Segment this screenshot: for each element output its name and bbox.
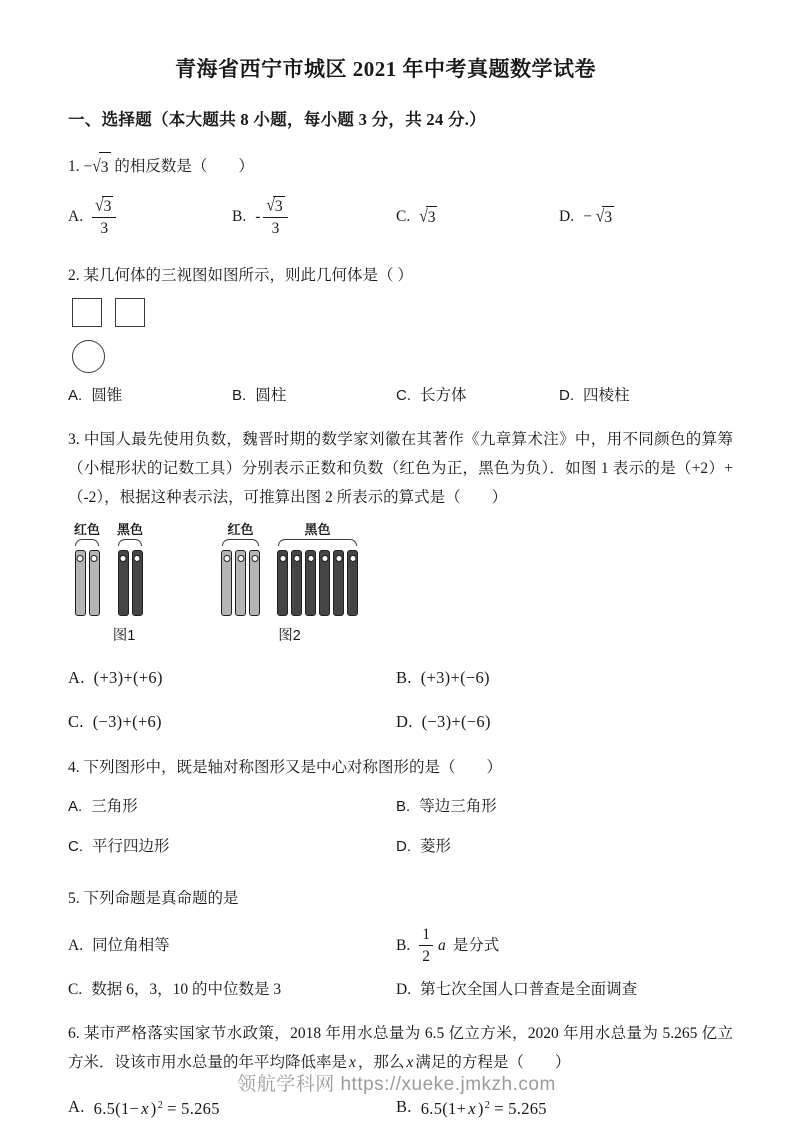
formula-part: 6.5(1 xyxy=(420,1098,457,1118)
black-rod xyxy=(305,550,316,616)
option-label: D. xyxy=(559,386,574,404)
option-label: D. xyxy=(396,711,413,731)
option-text: 等边三角形 xyxy=(419,797,497,815)
figure-1-red-group xyxy=(74,522,100,616)
option-text: 长方体 xyxy=(420,386,467,404)
option-label: B. xyxy=(396,797,411,815)
fraction xyxy=(419,925,433,967)
q5-options-row-1 xyxy=(68,925,733,967)
radical-icon: √ xyxy=(92,156,101,177)
q6-option-a xyxy=(68,1095,396,1120)
option-text: 三角形 xyxy=(91,797,138,815)
formula-part: ) xyxy=(477,1098,484,1118)
q1-minus-sign: − xyxy=(83,158,93,175)
option-label: C. xyxy=(68,980,83,998)
variable-x: x xyxy=(406,1053,414,1071)
figure-2-red-group xyxy=(221,522,260,616)
fraction xyxy=(263,196,287,239)
q1-option-a xyxy=(68,196,232,239)
operator-sign: + xyxy=(456,1098,467,1118)
sqrt-expression xyxy=(95,196,113,216)
q1-stem xyxy=(68,152,733,182)
counting-rods-figure xyxy=(74,522,733,645)
red-rod xyxy=(221,550,232,616)
option-label: D. xyxy=(396,837,411,855)
option-label: D. xyxy=(559,208,575,226)
option-text: 同位角相等 xyxy=(92,936,170,954)
black-rod xyxy=(118,550,129,616)
option-label: B. xyxy=(396,667,412,687)
sqrt-expression xyxy=(596,206,614,229)
figure-1-groups xyxy=(74,522,174,616)
q2-option-d xyxy=(559,385,733,407)
radical-icon: √ xyxy=(419,206,428,226)
variable-x: x xyxy=(468,1098,476,1118)
formula-result: = 5.265 xyxy=(494,1098,547,1118)
q5-option-d xyxy=(396,979,733,1001)
fraction-denominator: 2 xyxy=(422,948,430,966)
q6-stem-part-1: 6. 某市严格落实国家节水政策，2018 年用水总量为 6.5 亿立方米，2020 年用水总量为 5.265 亿立方米．设该市用水总量的年平均降低率是 xyxy=(68,1024,733,1071)
formula-part: ) xyxy=(150,1098,157,1118)
q1-option-c xyxy=(396,206,559,229)
black-rod xyxy=(319,550,330,616)
option-text: 数据 6，3，10 的中位数是 3 xyxy=(91,980,282,998)
q2-option-a xyxy=(68,385,232,407)
q1-stem-text: 的相反数是（ ） xyxy=(114,158,254,175)
q1-option-b xyxy=(232,196,396,239)
variable-a: a xyxy=(437,936,446,954)
red-rod xyxy=(89,550,100,616)
figure-2-caption: 图2 xyxy=(278,627,301,644)
fraction-numerator: 1 xyxy=(419,925,433,946)
option-text: 菱形 xyxy=(420,837,452,855)
red-group-label: 红色 xyxy=(74,521,101,537)
q4-option-c xyxy=(68,836,396,858)
fraction-denominator: 3 xyxy=(271,220,280,238)
overbrace-icon xyxy=(75,539,99,546)
red-rod xyxy=(249,550,260,616)
radicand: 3 xyxy=(274,198,283,215)
q5-options-row-2 xyxy=(68,979,733,1001)
red-rods xyxy=(75,550,100,616)
overbrace-icon xyxy=(118,539,142,546)
black-rod xyxy=(132,550,143,616)
figure-1 xyxy=(74,522,174,645)
minus-sign: - xyxy=(255,208,261,226)
option-label: D. xyxy=(396,980,412,998)
variable-x: x xyxy=(141,1098,149,1118)
q5-option-b xyxy=(396,925,733,967)
q3-option-a xyxy=(68,667,396,689)
option-text: 四棱柱 xyxy=(583,386,630,404)
q4-option-d xyxy=(396,836,733,858)
option-label: A. xyxy=(68,667,85,687)
black-group-label: 黑色 xyxy=(117,521,144,537)
figure-2-black-group xyxy=(277,522,358,616)
q2-option-c xyxy=(396,385,559,407)
operator-sign: − xyxy=(129,1098,140,1118)
overbrace-icon xyxy=(278,539,357,546)
option-label: A. xyxy=(68,386,83,404)
radical-icon: √ xyxy=(595,206,605,226)
option-text: 圆柱 xyxy=(255,386,287,404)
option-formula: (−3)+(+6) xyxy=(92,711,162,731)
exponent: 2 xyxy=(157,1099,164,1111)
q6-stem-part-3: 满足的方程是（ ） xyxy=(415,1053,571,1071)
black-group-label: 黑色 xyxy=(304,521,331,537)
figure-2-groups xyxy=(221,522,358,616)
q6-stem-part-2: ，那么 xyxy=(357,1053,405,1071)
option-label: C. xyxy=(68,837,83,855)
radical-icon: √ xyxy=(95,195,104,215)
q3-option-c xyxy=(68,711,396,733)
fraction xyxy=(92,196,116,239)
red-rod xyxy=(235,550,246,616)
minus-sign: − xyxy=(583,208,592,226)
option-formula xyxy=(421,1095,547,1120)
three-view-figure xyxy=(72,298,733,373)
question-3 xyxy=(68,425,733,733)
option-label: A. xyxy=(68,1097,85,1116)
q5-option-c xyxy=(68,979,396,1001)
black-rod xyxy=(347,550,358,616)
radicand: 3 xyxy=(103,198,112,215)
question-1 xyxy=(68,152,733,239)
variable-x: x xyxy=(349,1053,356,1071)
q1-number: 1. xyxy=(68,158,80,175)
q6-option-b xyxy=(396,1095,733,1120)
q6-stem xyxy=(68,1019,733,1077)
question-2 xyxy=(68,261,733,407)
red-group-label: 红色 xyxy=(227,521,254,537)
q3-option-d xyxy=(396,711,733,733)
option-label: C. xyxy=(396,208,411,226)
black-rods xyxy=(277,550,358,616)
fraction-numerator xyxy=(263,196,287,218)
q4-option-b xyxy=(396,796,733,818)
watermark: 领航学科网 https://xueke.jmkzh.com xyxy=(237,1074,556,1095)
option-label: A. xyxy=(68,208,84,226)
fraction-numerator xyxy=(92,196,116,218)
option-label: C. xyxy=(396,386,411,404)
sqrt-expression xyxy=(92,152,110,182)
radicand: 3 xyxy=(99,152,111,182)
option-label: A. xyxy=(68,936,84,954)
option-label: B. xyxy=(232,208,247,226)
q4-options-row-2 xyxy=(68,836,733,858)
q1-options xyxy=(68,196,733,239)
q3-stem: 3. 中国人最先使用负数，魏晋时期的数学家刘徽在其著作《九章算术注》中，用不同颜色的算筹（小棍形状的记数工具）分别表示正数和负数（红色为正，黑色为负）．如图 1 表示的是（+2）+（-2），根据这种表示法，可推算出图 2 所表示的算式是（ ） xyxy=(68,430,733,506)
option-text: 平行四边形 xyxy=(92,837,170,855)
figure-1-caption: 图1 xyxy=(112,627,136,644)
option-formula: (+3)+(+6) xyxy=(93,667,163,687)
q4-option-a xyxy=(68,796,396,818)
formula-part: 6.5(1 xyxy=(93,1098,130,1118)
black-rod xyxy=(277,550,288,616)
radical-icon: √ xyxy=(266,195,275,215)
q5-option-a xyxy=(68,935,396,957)
section-heading: 一、选择题（本大题共 8 小题，每小题 3 分，共 24 分.） xyxy=(68,110,486,129)
black-rod xyxy=(333,550,344,616)
option-formula: (−3)+(−6) xyxy=(421,711,491,731)
figure-1-black-group xyxy=(117,522,143,616)
q3-option-b xyxy=(396,667,733,689)
option-label: C. xyxy=(68,711,84,731)
option-formula xyxy=(94,1095,220,1120)
overbrace-icon xyxy=(222,539,259,546)
black-rod xyxy=(291,550,302,616)
fraction-denominator: 3 xyxy=(100,220,109,238)
radicand: 3 xyxy=(426,206,438,229)
q2-option-b xyxy=(232,385,396,407)
option-label: B. xyxy=(396,936,411,954)
option-formula: (+3)+(−6) xyxy=(420,667,490,687)
formula-result: = 5.265 xyxy=(167,1098,220,1118)
q4-stem: 4. 下列图形中，既是轴对称图形又是中心对称图形的是（ ） xyxy=(68,758,503,776)
question-5 xyxy=(68,884,733,1001)
q2-options xyxy=(68,385,733,407)
option-label: B. xyxy=(396,1097,412,1116)
exponent: 2 xyxy=(484,1099,491,1111)
red-rods xyxy=(221,550,260,616)
option-text: 是分式 xyxy=(452,936,500,954)
option-label: A. xyxy=(68,797,83,815)
option-text: 圆锥 xyxy=(91,386,123,404)
side-view-square xyxy=(115,298,145,327)
sqrt-expression xyxy=(419,206,437,229)
q4-options-row-1 xyxy=(68,796,733,818)
figure-2 xyxy=(221,522,358,645)
q2-stem: 2. 某几何体的三视图如图所示，则此几何体是（ ） xyxy=(68,266,413,284)
q5-stem: 5. 下列命题是真命题的是 xyxy=(68,889,239,907)
top-view-circle xyxy=(72,340,105,373)
three-view-top-row xyxy=(72,298,733,327)
q1-option-d xyxy=(559,206,733,229)
q6-options xyxy=(68,1095,733,1120)
option-label: B. xyxy=(232,386,247,404)
radicand: 3 xyxy=(602,206,614,229)
red-rod xyxy=(75,550,86,616)
black-rods xyxy=(118,550,143,616)
sqrt-expression xyxy=(266,196,284,216)
q3-options-row-2 xyxy=(68,711,733,733)
front-view-square xyxy=(72,298,102,327)
q3-options-row-1 xyxy=(68,667,733,689)
question-4 xyxy=(68,753,733,858)
option-text: 第七次全国人口普查是全面调查 xyxy=(420,980,638,998)
page-title: 青海省西宁市城区 2021 年中考真题数学试卷 xyxy=(175,57,596,81)
